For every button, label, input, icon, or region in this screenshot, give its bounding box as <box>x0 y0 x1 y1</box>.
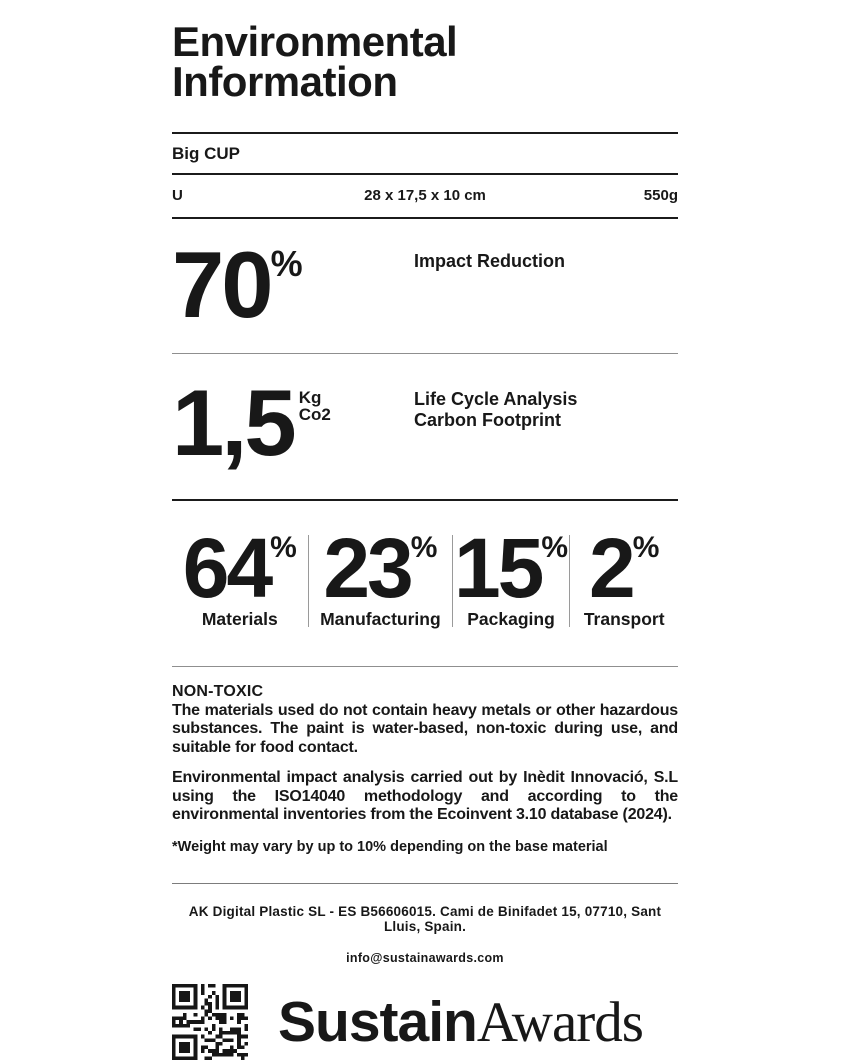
dimensions-value: 28 x 17,5 x 10 cm <box>364 187 486 204</box>
contact-email: info@sustainawards.com <box>346 951 504 965</box>
carbon-footprint-section <box>172 354 678 499</box>
logo-text-awards: Awards <box>476 990 643 1054</box>
manufacturing-unit: % <box>410 531 438 564</box>
footprint-unit-co2: Co2 <box>298 405 331 424</box>
impact-breakdown-section <box>172 501 678 666</box>
packaging-label: Packaging <box>467 609 555 629</box>
materials-value: 64 <box>182 521 271 615</box>
impact-value-block <box>172 232 414 337</box>
footprint-unit-kg: Kg <box>298 388 322 407</box>
transport-label: Transport <box>583 609 665 629</box>
breakdown-item-manufacturing <box>309 521 452 630</box>
logo-text-sustain: Sustain <box>278 989 477 1054</box>
transport-value: 2 <box>588 521 633 615</box>
breakdown-item-transport <box>570 521 678 630</box>
footprint-label-line1: Life Cycle Analysis <box>414 389 578 409</box>
materials-unit: % <box>270 531 297 564</box>
weight-disclaimer: *Weight may vary by up to 10% depending on the base material <box>172 838 608 855</box>
impact-value: 70 <box>172 232 271 337</box>
breakdown-item-packaging <box>453 521 569 630</box>
notes-section <box>172 667 678 883</box>
analysis-paragraph: Environmental impact analysis carried out by Inèdit Innovació, S.L using the ISO14040 methodology and according to the environmental inventories from the Ecoinvent 3.10 database (2024). <box>172 769 678 823</box>
page-title <box>172 18 678 105</box>
page-title-line1: Environmental <box>172 18 458 65</box>
footprint-units <box>299 389 331 423</box>
footprint-value: 1,5 <box>172 370 294 475</box>
impact-label: Impact Reduction <box>414 251 566 271</box>
impact-unit: % <box>270 243 303 284</box>
materials-label: Materials <box>201 609 278 629</box>
impact-reduction-section <box>172 219 678 353</box>
non-toxic-paragraph: The materials used do not contain heavy metals or other hazardous substances. The paint is water-based, non-toxic during use, and suitable for food contact. <box>172 701 678 756</box>
weight-value: 550g <box>643 187 678 204</box>
divider <box>172 883 678 884</box>
packaging-value: 15 <box>453 521 542 615</box>
size-label: U <box>172 187 183 204</box>
specs-row <box>172 175 678 217</box>
non-toxic-heading: NON-TOXIC <box>172 683 264 700</box>
company-address: AK Digital Plastic SL - ES B56606015. Cami de Binifadet 15, 07710, Sant Lluis, Spain. <box>188 904 662 934</box>
footprint-label-line2: Carbon Footprint <box>414 410 561 430</box>
breakdown-item-materials <box>172 521 308 630</box>
page-title-line2: Information <box>172 58 398 105</box>
manufacturing-label: Manufacturing <box>320 609 441 629</box>
brand-row <box>172 984 678 1060</box>
footprint-label <box>414 387 577 431</box>
packaging-unit: % <box>541 531 569 564</box>
sustainawards-logo <box>278 989 643 1054</box>
product-name: Big CUP <box>172 144 240 163</box>
qr-code-icon <box>172 984 248 1060</box>
footprint-value-block <box>172 370 414 475</box>
transport-unit: % <box>632 531 660 564</box>
manufacturing-value: 23 <box>323 521 411 615</box>
